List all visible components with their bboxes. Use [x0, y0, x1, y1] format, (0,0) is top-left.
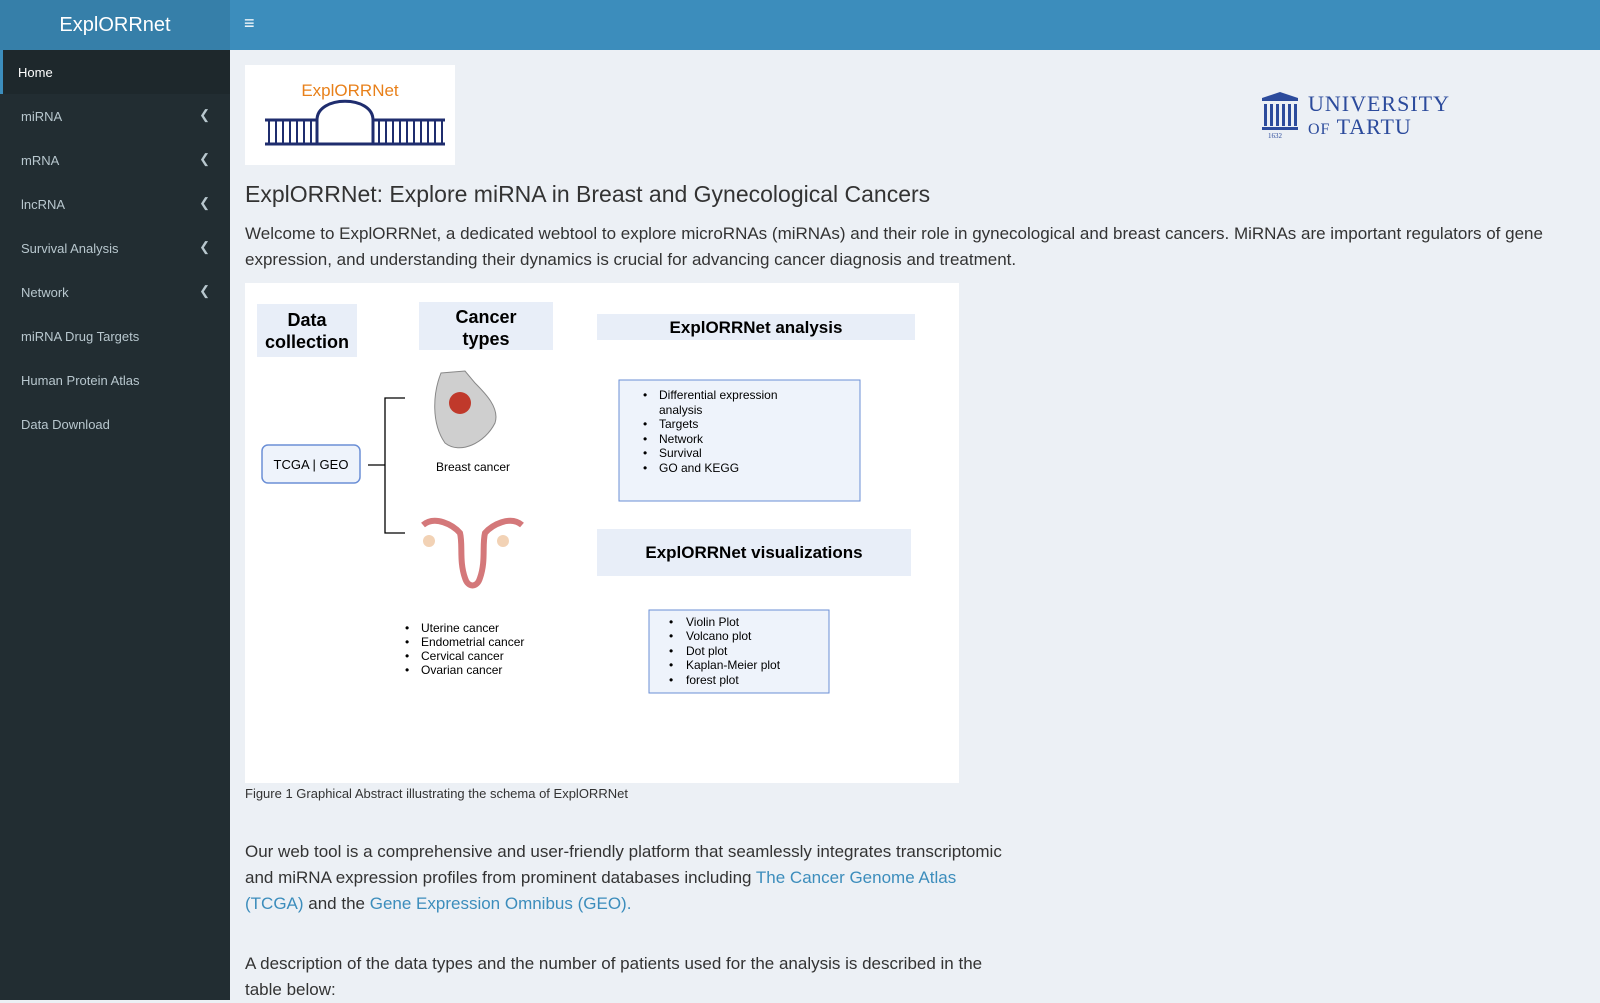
geo-link[interactable]: Gene Expression Omnibus (GEO).	[369, 894, 632, 913]
tcga-geo-box	[262, 445, 360, 483]
rna-hairpin-icon	[245, 65, 455, 165]
svg-text:ExplORRNet analysis: ExplORRNet analysis	[669, 318, 843, 337]
data-collection-header	[257, 304, 357, 357]
tcga-link[interactable]: The Cancer Genome Atlas (TCGA)	[245, 868, 957, 913]
sidebar-item-label: mRNA	[21, 152, 60, 168]
svg-text:Cancer: Cancer	[455, 307, 517, 327]
svg-text:Volcano plot: Volcano plot	[686, 629, 752, 643]
sidebar-item-human-protein-atlas[interactable]	[0, 358, 230, 402]
sidebar-item-label: Survival Analysis	[21, 240, 119, 256]
svg-text:Targets: Targets	[659, 417, 699, 431]
svg-text:•: •	[643, 446, 648, 460]
sidebar-item-lncrna[interactable]	[0, 182, 230, 226]
university-building-icon	[1260, 90, 1300, 134]
app-logo-title[interactable]: ExplORRnet	[0, 0, 230, 50]
svg-text:forest plot: forest plot	[686, 673, 739, 687]
svg-text:collection: collection	[264, 332, 350, 352]
cancer-types-header	[419, 302, 553, 350]
svg-text:•: •	[643, 388, 648, 402]
svg-text:•: •	[669, 615, 674, 629]
svg-text:•: •	[643, 417, 648, 431]
sidebar-item-label: miRNA	[21, 108, 63, 124]
svg-text:Data: Data	[287, 310, 327, 330]
explorrnet-logo	[245, 65, 455, 165]
svg-text:Violin Plot: Violin Plot	[686, 615, 740, 629]
sidebar-item-network[interactable]	[0, 270, 230, 314]
data-table-intro: A description of the data types and the number of patients used for the analysis is described in the table below:	[245, 954, 983, 999]
svg-text:Differential expression: Differential expression	[659, 388, 778, 402]
sidebar-item-label: Network	[21, 284, 69, 300]
svg-text:Kaplan-Meier plot: Kaplan-Meier plot	[686, 658, 781, 672]
svg-text:Network: Network	[659, 432, 704, 446]
visualizations-list-box	[649, 610, 829, 693]
svg-text:•: •	[669, 644, 674, 658]
svg-text:types: types	[462, 329, 510, 349]
sidebar	[0, 50, 230, 1000]
sidebar-item-home[interactable]	[0, 50, 230, 94]
svg-text:analysis: analysis	[659, 403, 703, 417]
figure-caption: Figure 1 Graphical Abstract illustrating the schema of ExplORRNet	[245, 786, 628, 801]
breast-cancer-label: Breast cancer	[435, 460, 511, 474]
sidebar-item-label: miRNA Drug Targets	[21, 328, 140, 344]
svg-text:•: •	[669, 673, 674, 687]
svg-text:Dot plot: Dot plot	[686, 644, 728, 658]
svg-text:Uterine cancer: Uterine cancer	[421, 621, 500, 635]
chevron-left-icon: ❮	[199, 151, 210, 166]
svg-text:•: •	[643, 432, 648, 446]
svg-text:TCGA | GEO: TCGA | GEO	[273, 457, 349, 472]
svg-text:Ovarian cancer: Ovarian cancer	[421, 663, 503, 677]
intro-text: Welcome to ExplORRNet, a dedicated webtool to explore microRNAs (miRNAs) and their role in gynecological and breast cancers. MiRNAs are important regulators of gene expression, and understanding their dynamics is crucial for advancing cancer diagnosis and treatment.	[245, 224, 1543, 269]
svg-text:•: •	[405, 663, 410, 677]
chevron-left-icon: ❮	[199, 195, 210, 210]
svg-text:•: •	[405, 621, 410, 635]
svg-text:•: •	[669, 629, 674, 643]
chevron-left-icon: ❮	[199, 283, 210, 298]
top-navbar	[230, 0, 1600, 50]
sidebar-item-label: Human Protein Atlas	[21, 372, 140, 388]
sidebar-item-label: Home	[18, 64, 53, 80]
logo-text: ExplORRNet	[301, 81, 399, 100]
svg-text:Endometrial cancer: Endometrial cancer	[421, 635, 525, 649]
university-of-tartu-logo[interactable]	[1260, 90, 1460, 142]
analysis-list-box	[619, 380, 860, 501]
svg-text:GO and KEGG: GO and KEGG	[659, 461, 740, 475]
sidebar-item-data-download[interactable]	[0, 402, 230, 446]
chevron-left-icon: ❮	[199, 107, 210, 122]
sidebar-item-mirna-drug-targets[interactable]	[0, 314, 230, 358]
description-paragraph: Our web tool is a comprehensive and user-friendly platform that seamlessly integrates transcriptomic and miRNA expression profiles from prominent databases including The Cancer Genome Atlas (TCGA) and the Gene Expression Omnibus (GEO).	[245, 842, 1002, 913]
svg-text:ExplORRNet visualizations: ExplORRNet visualizations	[645, 543, 863, 562]
sidebar-item-mrna[interactable]	[0, 138, 230, 182]
breast-icon	[435, 371, 496, 448]
uterus-icon	[423, 521, 522, 586]
page-title: ExplORRNet: Explore miRNA in Breast and Gynecological Cancers	[245, 181, 931, 207]
svg-text:Cervical cancer: Cervical cancer	[421, 649, 504, 663]
gynecological-cancer-list	[405, 621, 524, 677]
svg-text:•: •	[405, 635, 410, 649]
sidebar-item-survival-analysis[interactable]	[0, 226, 230, 270]
visualizations-header	[597, 529, 911, 576]
svg-text:•: •	[669, 658, 674, 672]
connector-bracket	[368, 398, 405, 533]
hamburger-icon[interactable]: ≡	[244, 13, 255, 33]
sidebar-item-mirna[interactable]	[0, 94, 230, 138]
svg-text:•: •	[643, 461, 648, 475]
svg-text:•: •	[405, 649, 410, 663]
analysis-header	[597, 314, 915, 340]
graphical-abstract-figure	[245, 283, 959, 783]
university-year: 1632	[1268, 132, 1282, 140]
university-name: UNIVERSITY OF TARTU	[1308, 91, 1450, 139]
sidebar-item-label: lncRNA	[21, 196, 66, 212]
sidebar-item-label: Data Download	[21, 416, 110, 432]
chevron-left-icon: ❮	[199, 239, 210, 254]
svg-text:Survival: Survival	[659, 446, 702, 460]
